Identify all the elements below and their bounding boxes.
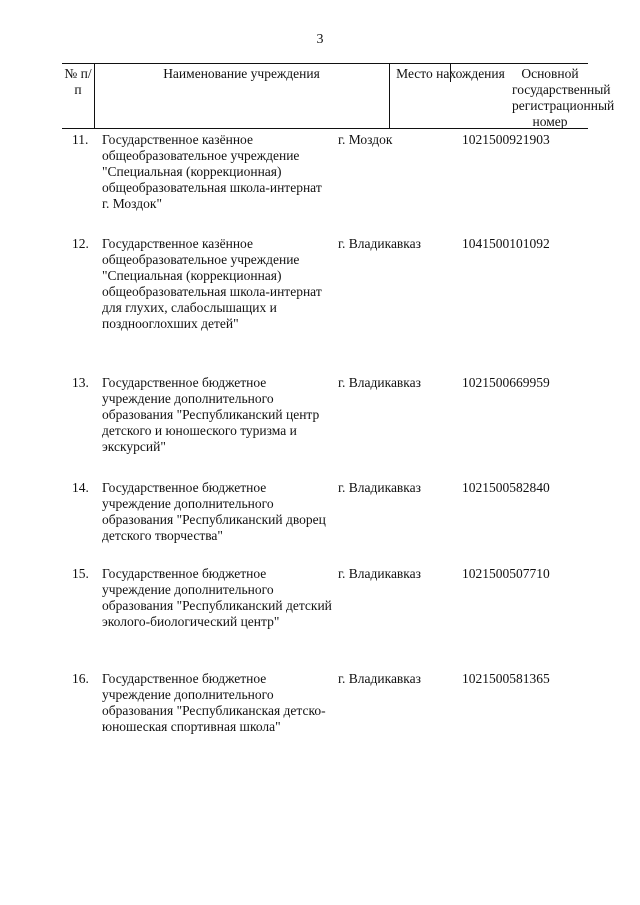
- registration-number: 1021500582840: [462, 480, 550, 495]
- header-divider-mark: [450, 64, 451, 82]
- table-header: [62, 63, 615, 129]
- row-number: 13.: [72, 375, 89, 390]
- institution-place: г. Владикавказ: [338, 480, 421, 495]
- row-number: 15.: [72, 566, 89, 581]
- header-number: № п/ п: [64, 66, 92, 97]
- institution-name: Государственное бюджетное учреждение дополнительного образования "Республиканский дворец детского творчества": [102, 480, 326, 543]
- institution-name: Государственное казённое общеобразовательное учреждение "Специальная (коррекционная) общеобразовательная школа-интернат для глухих, слабослышащих и позднооглохших детей": [102, 236, 322, 331]
- row-number: 12.: [72, 236, 89, 251]
- header-registration: Основной государственный регистрационный номер: [512, 66, 615, 129]
- registration-number: 1021500507710: [462, 566, 550, 581]
- header-place: Место нахождения: [396, 66, 505, 81]
- institution-place: г. Владикавказ: [338, 671, 421, 686]
- page-number: 3: [316, 32, 324, 47]
- registration-number: 1021500669959: [462, 375, 550, 390]
- header-divider: [94, 64, 95, 128]
- institution-name: Государственное казённое общеобразовательное учреждение "Специальная (коррекционная) общеобразовательная школа-интернат г. Моздок": [102, 132, 322, 211]
- institution-name: Государственное бюджетное учреждение дополнительного образования "Республиканская детско-юношеская спортивная школа": [102, 671, 326, 734]
- registration-number: 1021500581365: [462, 671, 550, 686]
- registration-number: 1021500921903: [462, 132, 550, 147]
- institution-place: г. Владикавказ: [338, 566, 421, 581]
- row-number: 16.: [72, 671, 89, 686]
- institution-place: г. Владикавказ: [338, 375, 421, 390]
- row-number: 14.: [72, 480, 89, 495]
- institution-name: Государственное бюджетное учреждение дополнительного образования "Республиканский центр детского и юношеского туризма и экскурсий": [102, 375, 320, 454]
- header-divider: [389, 64, 390, 128]
- institution-place: г. Владикавказ: [338, 236, 421, 251]
- header-name: Наименование учреждения: [163, 66, 320, 81]
- institution-name: Государственное бюджетное учреждение дополнительного образования "Республиканский детский эколого-биологический центр": [102, 566, 332, 629]
- registration-number: 1041500101092: [462, 236, 550, 251]
- row-number: 11.: [72, 132, 89, 147]
- institution-place: г. Моздок: [338, 132, 393, 147]
